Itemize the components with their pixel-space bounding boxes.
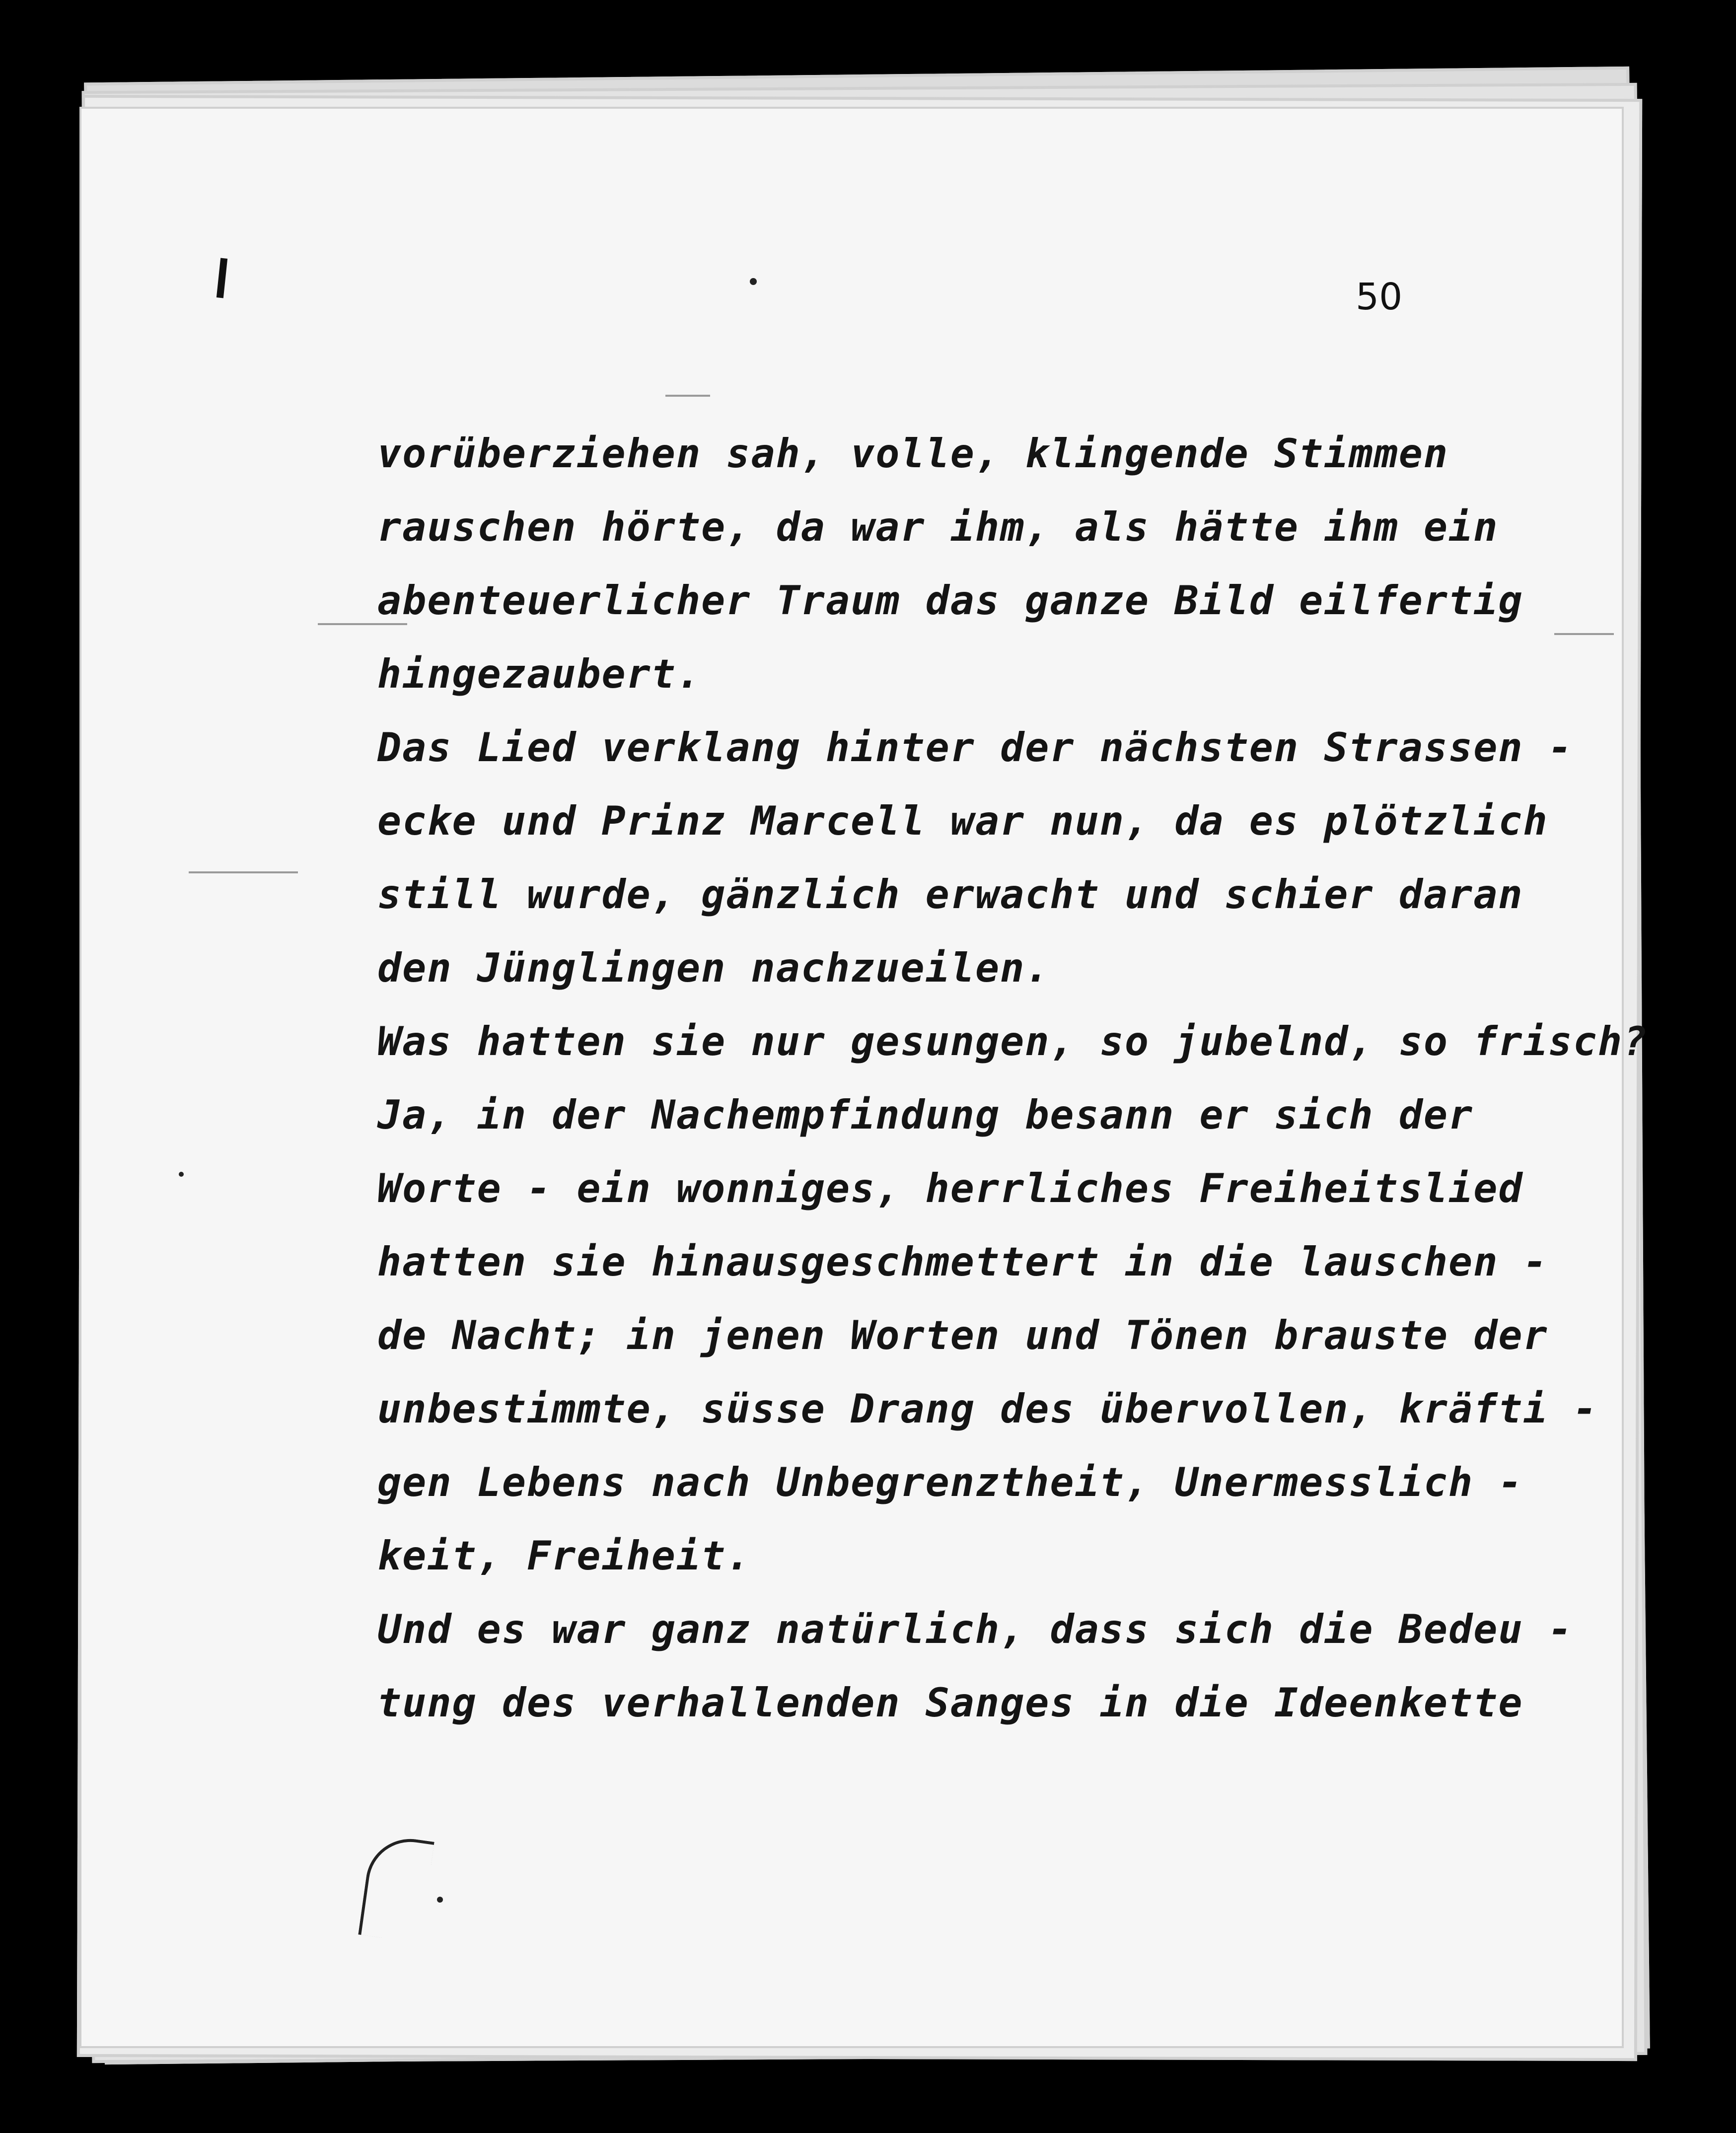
text-line: Was hatten sie nur gesungen, so jubelnd, so frisch? [377, 1018, 1648, 1065]
text-line: Ja, in der Nachempfindung besann er sich der [377, 1092, 1474, 1138]
text-line: hingezaubert. [377, 651, 702, 697]
text-line: den Jünglingen nachzueilen. [377, 945, 1050, 991]
text-line: de Nacht; in jenen Worten und Tönen brauste der [377, 1312, 1548, 1358]
text-line: Worte - ein wonniges, herrliches Freiheitslied [377, 1165, 1523, 1211]
text-line: still wurde, gänzlich erwacht und schier daran [377, 871, 1523, 918]
margin-scratch [1554, 633, 1614, 635]
page-number: 50 [1356, 276, 1403, 318]
typed-text-body [377, 417, 1648, 1740]
text-line: hatten sie hinausgeschmettert in die lauschen - [377, 1239, 1548, 1285]
text-line: unbestimmte, süsse Drang des übervollen, kräfti - [377, 1386, 1598, 1432]
text-line: rauschen hörte, da war ihm, als hätte ihm ein [377, 504, 1499, 550]
ink-speck [179, 1172, 184, 1177]
ink-speck [750, 278, 757, 285]
text-line: tung des verhallenden Sanges in die Ideenkette [377, 1680, 1523, 1726]
text-line: vorüberziehen sah, volle, klingende Stimmen [377, 430, 1449, 477]
text-line: gen Lebens nach Unbegrenztheit, Unermesslich - [377, 1459, 1523, 1505]
text-line: Und es war ganz natürlich, dass sich die Bedeu - [377, 1606, 1573, 1652]
text-line: keit, Freiheit. [377, 1533, 751, 1579]
text-line: abenteuerlicher Traum das ganze Bild eilfertig [377, 577, 1523, 624]
margin-scratch [189, 871, 298, 873]
ink-speck [437, 1897, 443, 1903]
text-line: Das Lied verklang hinter der nächsten Strassen - [377, 724, 1573, 771]
margin-scratch [665, 395, 710, 397]
text-line: ecke und Prinz Marcell war nun, da es plötzlich [377, 798, 1548, 844]
